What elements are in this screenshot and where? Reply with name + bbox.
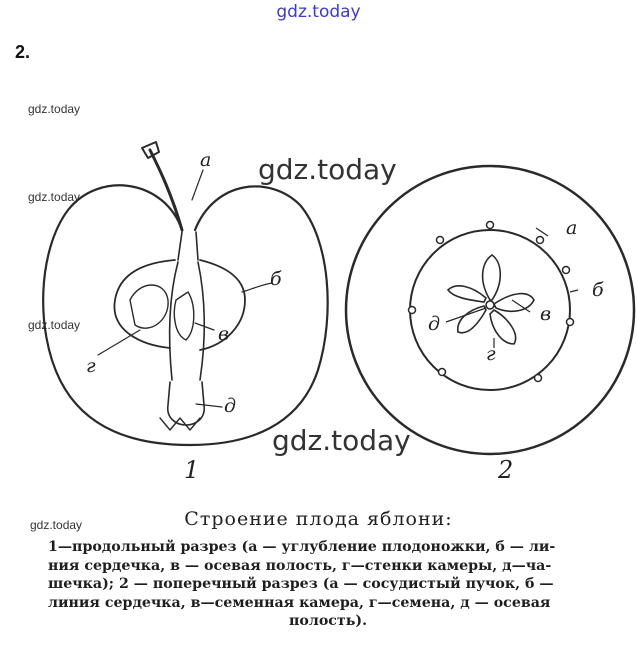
fig2-label-a: а: [566, 217, 578, 239]
fig1-label-d: д: [224, 395, 237, 417]
fig2-label-v: в: [540, 303, 552, 325]
fig2-number: 2: [498, 456, 514, 484]
watermark-small-2: gdz.today: [28, 190, 81, 204]
watermark-big-2: gdz.today: [272, 424, 411, 457]
caption-line: шечка); 2 — поперечный разрез (а — сосудистый пучок, б —: [48, 576, 554, 592]
watermark-small-1: gdz.today: [28, 102, 81, 116]
longitudinal-section-drawing: [43, 142, 328, 445]
caption-line: ния сердечка, в — осевая полость, г—стенки камеры, д—ча-: [48, 557, 552, 574]
caption-line: линия сердечка, в—семенная камера, г—семена, д — осевая: [48, 594, 551, 611]
fig1-number: 1: [184, 456, 200, 484]
caption-line: полость).: [288, 613, 368, 629]
watermark-small-4: gdz.today: [30, 518, 83, 532]
caption-line: 1—продольный разрез (а — углубление плодоножки, б — ли-: [48, 539, 556, 555]
fig1-label-g: г: [86, 355, 96, 377]
fig2-label-d: д: [428, 313, 441, 335]
fig1-label-v: в: [218, 323, 230, 345]
task-number: 2.: [15, 42, 31, 62]
watermark-big-1: gdz.today: [258, 153, 397, 186]
watermark-small-3: gdz.today: [28, 318, 81, 332]
cross-section-drawing: [346, 166, 634, 454]
fig2-label-b: б: [592, 279, 604, 301]
watermark-top: gdz.today: [276, 2, 361, 22]
fig1-label-a: а: [200, 149, 212, 171]
caption-body: [48, 538, 608, 631]
fig1-label-b: б: [270, 268, 282, 290]
caption-title: Строение плода яблони:: [184, 508, 453, 530]
fig2-label-g: г: [486, 343, 496, 365]
